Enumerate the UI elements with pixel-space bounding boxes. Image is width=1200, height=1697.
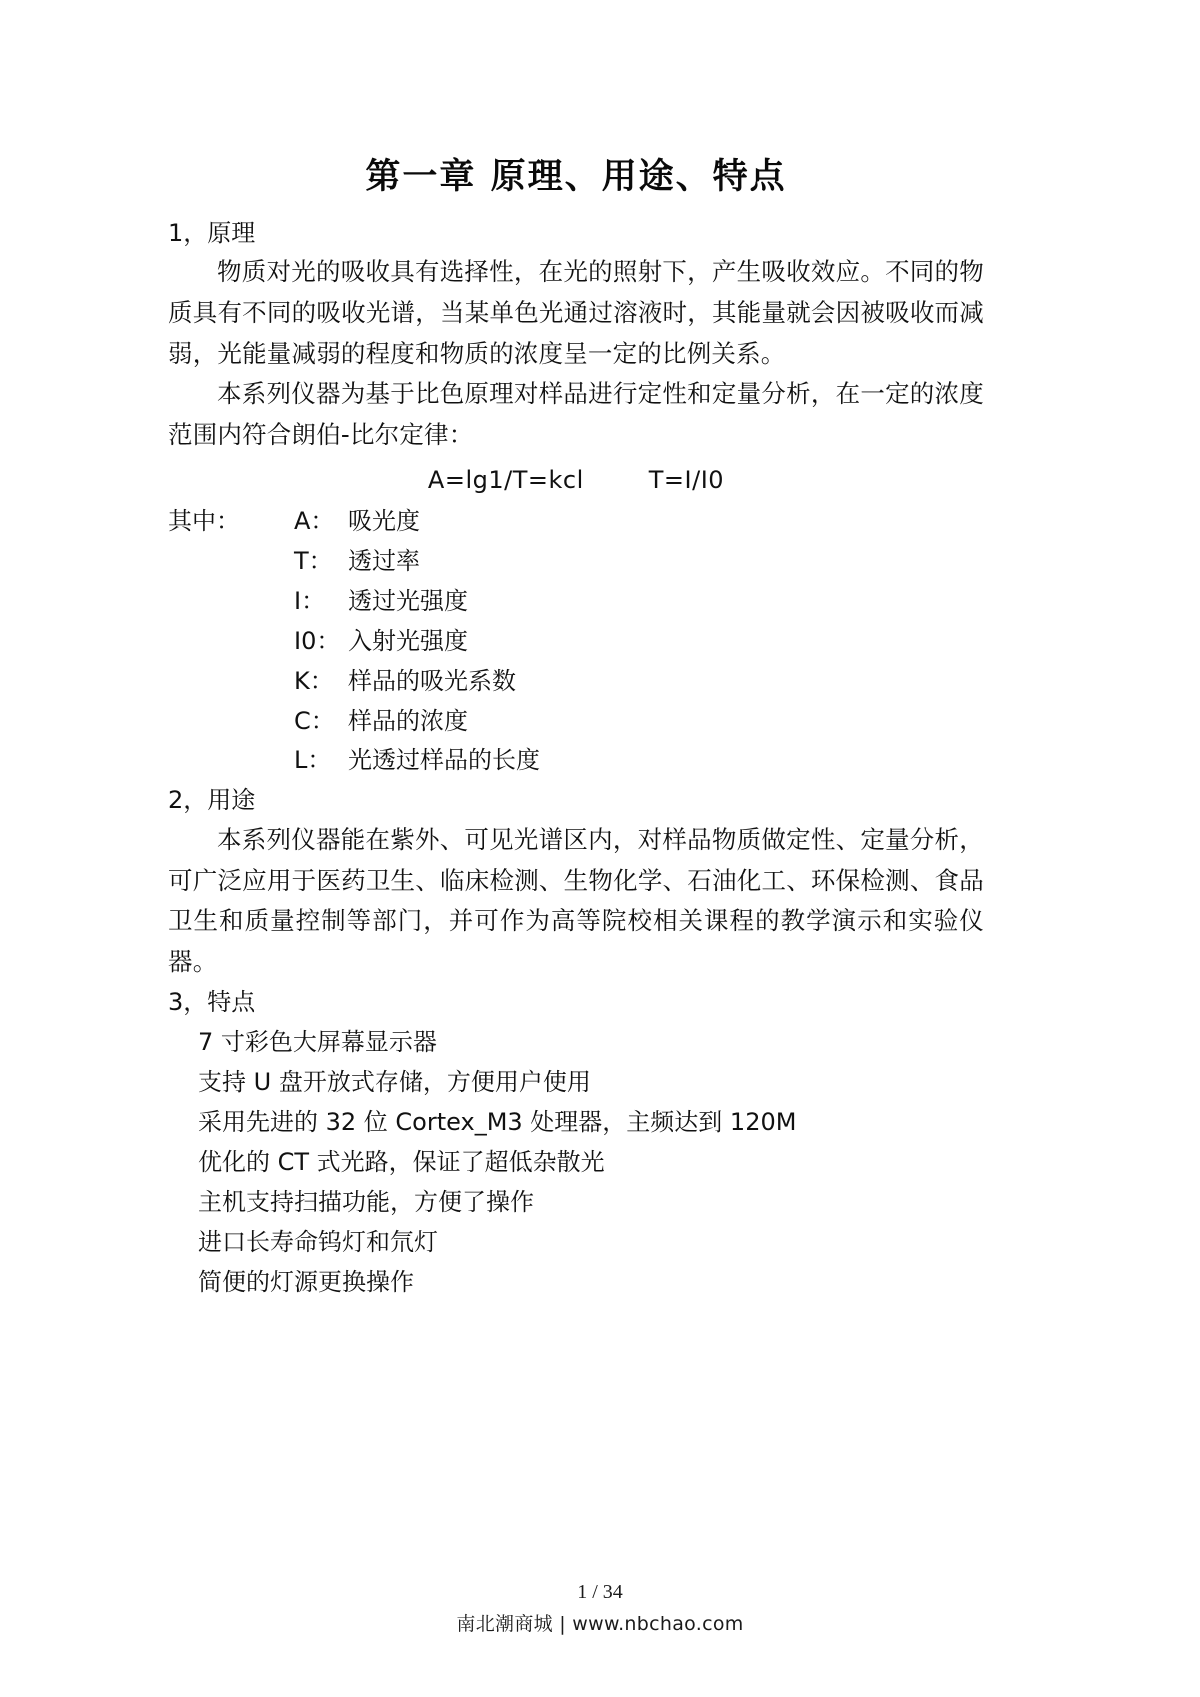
paragraph-principle-1: 物质对光的吸收具有选择性，在光的照射下，产生吸收效应。不同的物质具有不同的吸收光谱，当某单色光通过溶液时，其能量就会因被吸收而减弱，光能量减弱的程度和物质的浓度呈一定的比例关系。 — [168, 257, 984, 368]
section-principle — [168, 214, 984, 782]
paragraph-usage-1: 本系列仪器能在紫外、可见光谱区内，对样品物质做定性、定量分析，可广泛应用于医药卫生、临床检测、生物化学、石油化工、环保检测、食品卫生和质量控制等部门，并可作为高等院校相关课程的教学演示和实验仪器。 — [168, 825, 984, 977]
definition-symbol: C： — [294, 706, 335, 735]
section-heading-usage: 2，用途 — [168, 786, 256, 815]
definition-row — [168, 702, 984, 742]
paragraph-principle-2: 本系列仪器为基于比色原理对样品进行定性和定量分析，在一定的浓度范围内符合朗伯-比尔定律： — [168, 379, 984, 449]
feature-item: 主机支持扫描功能，方便了操作 — [198, 1187, 534, 1216]
definition-text: 样品的浓度 — [348, 706, 468, 735]
definition-symbol: K： — [294, 666, 334, 695]
section-usage — [168, 781, 984, 983]
definition-lead-spacer — [168, 582, 294, 622]
feature-list — [168, 1022, 984, 1303]
page-content — [168, 140, 984, 1302]
definition-row — [168, 662, 984, 702]
definition-symbol: T： — [294, 547, 333, 576]
feature-item: 支持 U 盘开放式存储，方便用户使用 — [198, 1067, 591, 1096]
definition-lead-spacer — [168, 662, 294, 702]
definition-row — [168, 622, 984, 662]
definition-lead-spacer — [168, 542, 294, 582]
section-features — [168, 983, 984, 1302]
definition-text: 样品的吸光系数 — [348, 666, 516, 695]
page-footer — [0, 1577, 1200, 1639]
definition-symbol: I0： — [294, 626, 341, 655]
footer-watermark: 南北潮商城 | www.nbchao.com — [456, 1612, 744, 1635]
section-heading-principle: 1，原理 — [168, 218, 256, 247]
definition-lead-spacer — [168, 741, 294, 781]
definition-row — [168, 741, 984, 781]
definition-text: 透过光强度 — [348, 587, 468, 616]
definition-symbol: A： — [294, 507, 335, 536]
page-title: 第一章 原理、用途、特点 — [365, 156, 787, 197]
definition-row — [168, 502, 984, 542]
definition-symbol: L： — [294, 746, 332, 775]
feature-item: 采用先进的 32 位 Cortex_M3 处理器，主频达到 120M — [198, 1107, 797, 1136]
definition-list — [168, 502, 984, 781]
definition-text: 透过率 — [348, 547, 420, 576]
definition-row — [168, 582, 984, 622]
definition-text: 光透过样品的长度 — [348, 746, 540, 775]
definition-text: 吸光度 — [348, 507, 420, 536]
feature-item: 7 寸彩色大屏幕显示器 — [198, 1027, 437, 1056]
definition-row — [168, 542, 984, 582]
definition-text: 入射光强度 — [348, 626, 468, 655]
definition-lead-spacer — [168, 702, 294, 742]
page-number: 1 / 34 — [577, 1580, 623, 1603]
definition-symbol: I： — [294, 587, 326, 616]
definition-lead-spacer — [168, 622, 294, 662]
section-heading-features: 3，特点 — [168, 987, 256, 1016]
feature-item: 优化的 CT 式光路，保证了超低杂散光 — [198, 1147, 605, 1176]
feature-item: 进口长寿命钨灯和氘灯 — [198, 1228, 438, 1257]
feature-item: 简便的灯源更换操作 — [198, 1268, 414, 1297]
formula-beer-lambert: A=lg1/T=kcl T=I/I0 — [427, 465, 725, 494]
definition-lead: 其中： — [168, 507, 240, 536]
